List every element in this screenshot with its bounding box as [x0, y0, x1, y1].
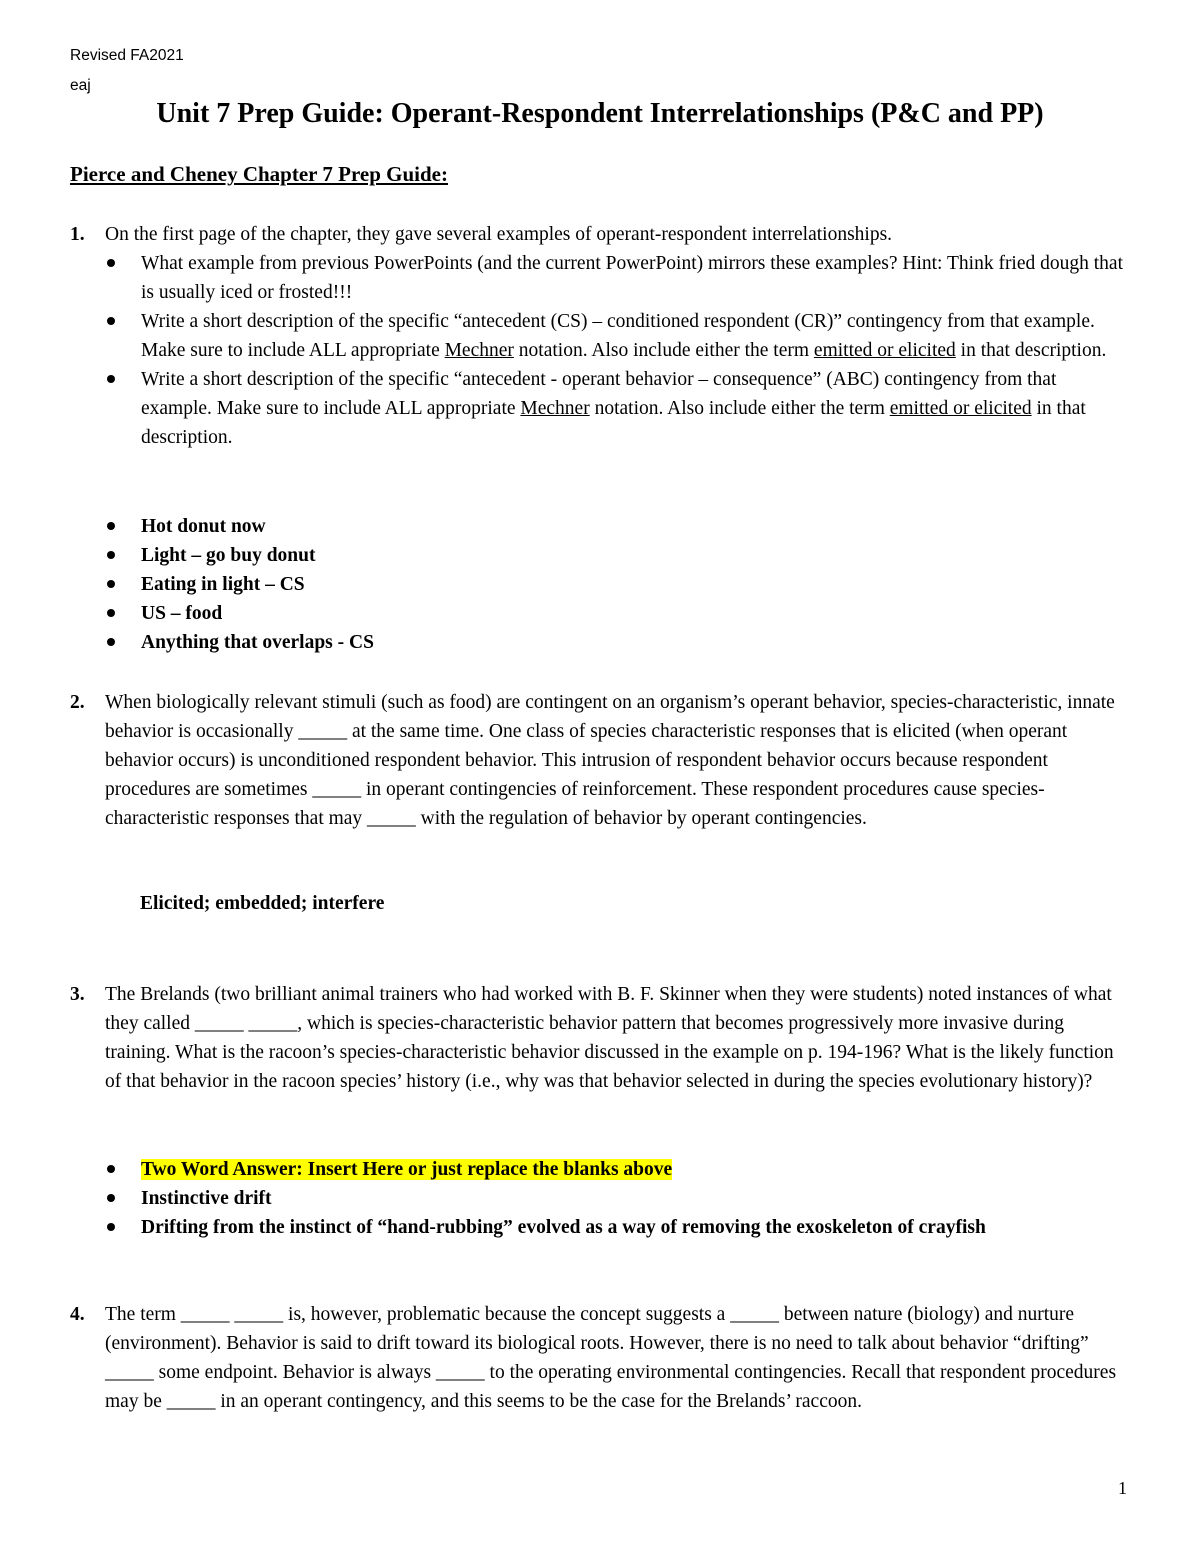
list-item: Hot donut now [105, 512, 1130, 541]
question-text: When biologically relevant stimuli (such as food) are contingent on an organism’s operant behavior, species-characteristic, innate behavior is occasionally _____ at the same time. One class of species characteristic responses that is elicited (when operant behavior occurs) is unconditioned respondent behavior. This intrusion of respondent behavior occurs because respondent procedures are sometimes _____ in operant contingencies of reinforcement. These respondent procedures cause species-characteristic responses that may _____ with the regulation of behavior by operant contingencies. [105, 692, 1115, 829]
question-text: The term _____ _____ is, however, problematic because the concept suggests a _____ between nature (biology) and nurture (environment). Behavior is said to drift toward its biological roots. However, there is no need to talk about behavior “drifting” _____ some endpoint. Behavior is always _____ to the operating environmental contingencies. Recall that respondent procedures may be _____ in an operant contingency, and this seems to be the case for the Brelands’ raccoon. [105, 1304, 1117, 1412]
bullet-icon [107, 551, 115, 559]
bullet-icon [107, 259, 115, 267]
question-1 [70, 220, 1130, 249]
list-item [105, 1155, 1130, 1184]
page-number: 1 [1118, 1478, 1127, 1498]
bullet-icon [107, 580, 115, 588]
question-number: 2. [70, 692, 85, 713]
bullet-icon [107, 317, 115, 325]
list-item: Instinctive drift [105, 1184, 1130, 1213]
q1-answers [105, 512, 1130, 657]
bullet-icon [107, 1194, 115, 1202]
list-item: Eating in light – CS [105, 570, 1130, 599]
question-text: The Brelands (two brilliant animal trainers who had worked with B. F. Skinner when they were students) noted instances of what they called _____ _____, which is species-characteristic behavior pattern that becomes progressively more invasive during training. What is the racoon’s species-characteristic behavior discussed in the example on p. 194-196? What is the likely function of that behavior in the racoon species’ history (i.e., why was that behavior selected in during the species evolutionary history)? [105, 984, 1114, 1092]
q3-answers [105, 1155, 1130, 1242]
question-number: 4. [70, 1304, 85, 1325]
underlined-term: Mechner [520, 398, 590, 419]
list-item: Light – go buy donut [105, 541, 1130, 570]
header-initials: eaj [70, 77, 91, 94]
list-item: Drifting from the instinct of “hand-rubbing” evolved as a way of removing the exoskeleton of crayfish [105, 1213, 1130, 1242]
question-number: 3. [70, 984, 85, 1005]
question-4 [70, 1300, 1130, 1416]
underlined-term: Mechner [444, 340, 514, 361]
bullet-icon [107, 609, 115, 617]
list-item: Anything that overlaps - CS [105, 628, 1130, 657]
question-text: On the first page of the chapter, they gave several examples of operant-respondent interrelationships. [105, 224, 893, 245]
highlighted-answer: Two Word Answer: Insert Here or just replace the blanks above [141, 1159, 673, 1180]
q1-subquestions [105, 249, 1130, 452]
underlined-term: emitted or elicited [889, 398, 1032, 419]
list-item: Write a short description of the specific “antecedent (CS) – conditioned respondent (CR)” contingency from that example. Make sure to include ALL appropriate Mechner notation. Also include either the term emitted or elicited in that description. [105, 307, 1130, 365]
bullet-icon [107, 522, 115, 530]
bullet-icon [107, 375, 115, 383]
list-item: US – food [105, 599, 1130, 628]
bullet-icon [107, 1223, 115, 1231]
section-heading: Pierce and Cheney Chapter 7 Prep Guide: [70, 162, 448, 186]
list-item: What example from previous PowerPoints (and the current PowerPoint) mirrors these examples? Hint: Think fried dough that is usually iced or frosted!!! [105, 249, 1130, 307]
question-2 [70, 688, 1130, 833]
page-title: Unit 7 Prep Guide: Operant-Respondent Interrelationships (P&C and PP) [156, 98, 1044, 129]
q2-answer: Elicited; embedded; interfere [140, 893, 385, 914]
underlined-term: emitted or elicited [813, 340, 956, 361]
bullet-icon [107, 1165, 115, 1173]
question-number: 1. [70, 224, 85, 245]
header-revision: Revised FA2021 [70, 47, 184, 64]
bullet-icon [107, 638, 115, 646]
list-item: Write a short description of the specific “antecedent - operant behavior – consequence” (ABC) contingency from that example. Make sure to include ALL appropriate Mechner notation. Also include either the term emitted or elicited in that description. [105, 365, 1130, 452]
question-3 [70, 980, 1130, 1096]
